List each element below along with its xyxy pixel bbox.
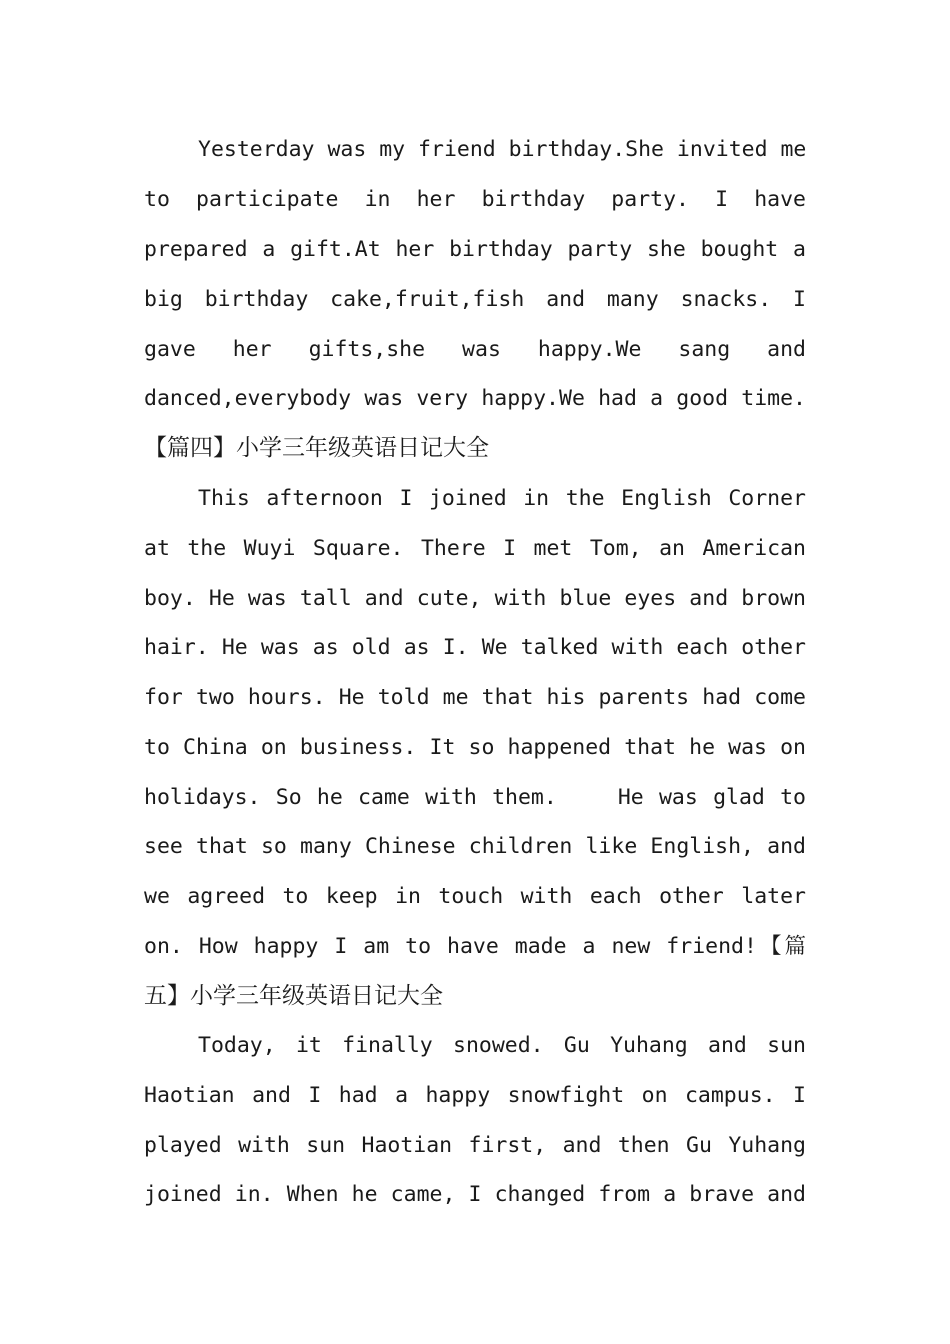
paragraph-line: danced,everybody was very happy.We had a good time. bbox=[144, 386, 806, 411]
paragraph-line: hair. He was as old as I. We talked with each other bbox=[144, 635, 806, 660]
paragraph-line: prepared a gift.At her birthday party she bought a bbox=[144, 237, 806, 262]
paragraph-line: big birthday cake,fruit,fish and many snacks. I bbox=[144, 287, 806, 312]
paragraph-line: Haotian and I had a happy snowfight on campus. I bbox=[144, 1083, 806, 1108]
paragraph-line: for two hours. He told me that his parents had come bbox=[144, 685, 806, 710]
paragraph-line: on. How happy I am to have made a new friend!【篇 bbox=[144, 934, 806, 959]
paragraph-line: at the Wuyi Square. There I met Tom, an American bbox=[144, 536, 806, 561]
paragraph-line: This afternoon I joined in the English Corner bbox=[198, 486, 806, 511]
paragraph-line: played with sun Haotian first, and then Gu Yuhang bbox=[144, 1133, 806, 1158]
paragraph-line: to China on business. It so happened that he was on bbox=[144, 735, 806, 760]
paragraph-line: holidays. So he came with them. He was glad to bbox=[144, 785, 806, 810]
paragraph-line: gave her gifts,she was happy.We sang and bbox=[144, 337, 806, 362]
paragraph-line: to participate in her birthday party. I have bbox=[144, 187, 806, 212]
paragraph-line: joined in. When he came, I changed from a brave and bbox=[144, 1182, 806, 1207]
section-heading: 【篇四】小学三年级英语日记大全 bbox=[144, 435, 489, 461]
paragraph-line: boy. He was tall and cute, with blue eyes and brown bbox=[144, 586, 806, 611]
section-heading: 五】小学三年级英语日记大全 bbox=[144, 983, 443, 1009]
paragraph-line: see that so many Chinese children like English, and bbox=[144, 834, 806, 859]
paragraph-line: Today, it finally snowed. Gu Yuhang and sun bbox=[198, 1033, 806, 1058]
paragraph-line: we agreed to keep in touch with each other later bbox=[144, 884, 806, 909]
paragraph-line: Yesterday was my friend birthday.She invited me bbox=[198, 137, 807, 162]
